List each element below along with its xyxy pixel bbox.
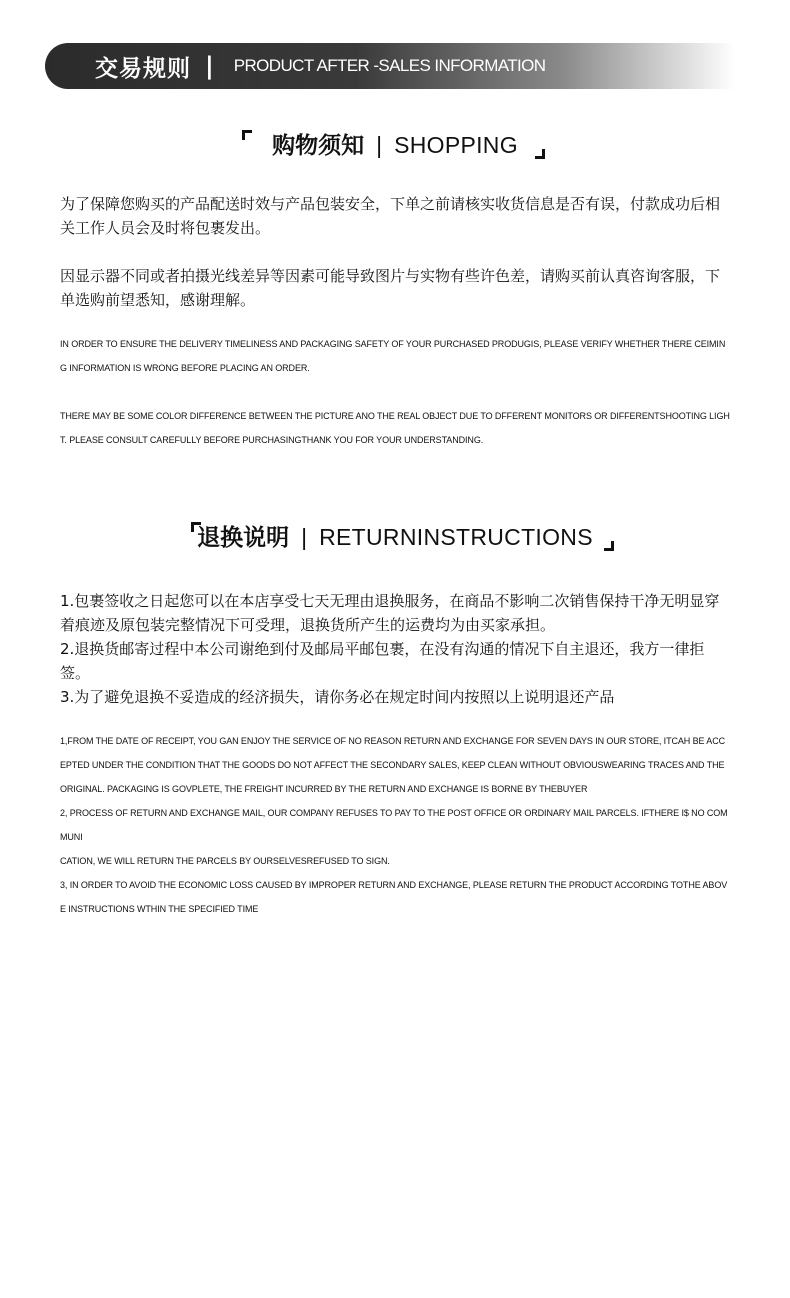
returns-item-en-4: 3, IN ORDER TO AVOID THE ECONOMIC LOSS CAUSED BY IMPROPER RETURN AND EXCHANGE, PLEASE RETURN THE PRODUCT ACCORDING TOTHE ABOVE INSTRUCTIONS WTHIN THE SPECIFIED TIME	[60, 880, 728, 914]
shopping-paragraph-2: 因显示器不同或者拍摄光线差异等因素可能导致图片与实物有些许色差，请购买前认真咨询客服，下单选购前望悉知，感谢理解。	[60, 267, 721, 309]
shopping-paragraph-en-1: IN ORDER TO ENSURE THE DELIVERY TIMELINESS AND PACKAGING SAFETY OF YOUR PURCHASED PRODUGIS, PLEASE VERIFY WHETHER THERE CEIMING INFORMATION IS WRONG BEFORE PLACING AN ORDER.	[60, 339, 726, 373]
header-title-en: PRODUCT AFTER -SALES INFORMATION	[233, 56, 546, 75]
shopping-section-title	[0, 130, 790, 161]
returns-item-en-2: 2, PROCESS OF RETURN AND EXCHANGE MAIL, OUR COMPANY REFUSES TO PAY TO THE POST OFFICE OR ORDINARY MAIL PARCELS. IFTHERE I$ NO COMMUNI	[60, 808, 728, 842]
returns-item-cn-1: 1.包裹签收之日起您可以在本店享受七天无理由退换服务，在商品不影响二次销售保持干净无明显穿着痕迹及原包装完整情况下可受理，退换货所产生的运费均为由买家承担。	[60, 592, 720, 634]
header-title-cn: 交易规则	[95, 55, 191, 82]
returns-section-title	[0, 522, 790, 553]
corner-bracket-bottom-right	[604, 541, 614, 551]
shopping-paragraph-1: 为了保障您购买的产品配送时效与产品包装安全，下单之前请核实收货信息是否有误，付款成功后相关工作人员会及时将包裹发出。	[60, 195, 721, 237]
returns-title-en: RETURNINSTRUCTIONS	[319, 524, 593, 550]
shopping-paragraph-en-2: THERE MAY BE SOME COLOR DIFFERENCE BETWEEN THE PICTURE ANO THE REAL OBJECT DUE TO DFFERENT MONITORS OR DIFFERENTSHOOTING LIGHT. PLEASE CONSULT CAREFULLY BEFORE PURCHASINGTHANK YOU FOR YOUR UNDERSTANDING.	[60, 411, 730, 445]
header-banner	[45, 43, 735, 89]
returns-item-cn-2: 2.退换货邮寄过程中本公司谢绝到付及邮局平邮包裹，在没有沟通的情况下自主退还，我方一律拒签。	[60, 640, 705, 682]
returns-title-separator: |	[301, 524, 308, 550]
header-separator: |	[205, 52, 214, 80]
returns-item-cn-3: 3.为了避免退换不妥造成的经济损失，请你务必在规定时间内按照以上说明退还产品	[60, 688, 615, 706]
returns-item-en-1: 1,FROM THE DATE OF RECEIPT, YOU GAN ENJOY THE SERVICE OF NO REASON RETURN AND EXCHANGE FOR SEVEN DAYS IN OUR STORE, ITCAH BE ACCEPTED UNDER THE CONDITION THAT THE GOODS DO NOT AFFECT THE SECONDARY SALES, KEEP CLEAN WITHOUT OBVIOUSWEARING TRACES AND THE ORIGINAL. PACKAGING IS GOVPLETE, THE FREIGHT INCURRED BY THE RETURN AND EXCHANGE IS BORNE BY THEBUYER	[60, 736, 725, 794]
returns-title-cn: 退换说明	[197, 525, 290, 551]
shopping-title-separator: |	[376, 132, 383, 158]
shopping-title-cn: 购物须知	[272, 133, 365, 159]
returns-item-en-3: CATION, WE WILL RETURN THE PARCELS BY OURSELVESREFUSED TO SIGN.	[60, 856, 390, 866]
corner-bracket-bottom-right	[535, 149, 545, 159]
shopping-title-en: SHOPPING	[394, 132, 518, 158]
